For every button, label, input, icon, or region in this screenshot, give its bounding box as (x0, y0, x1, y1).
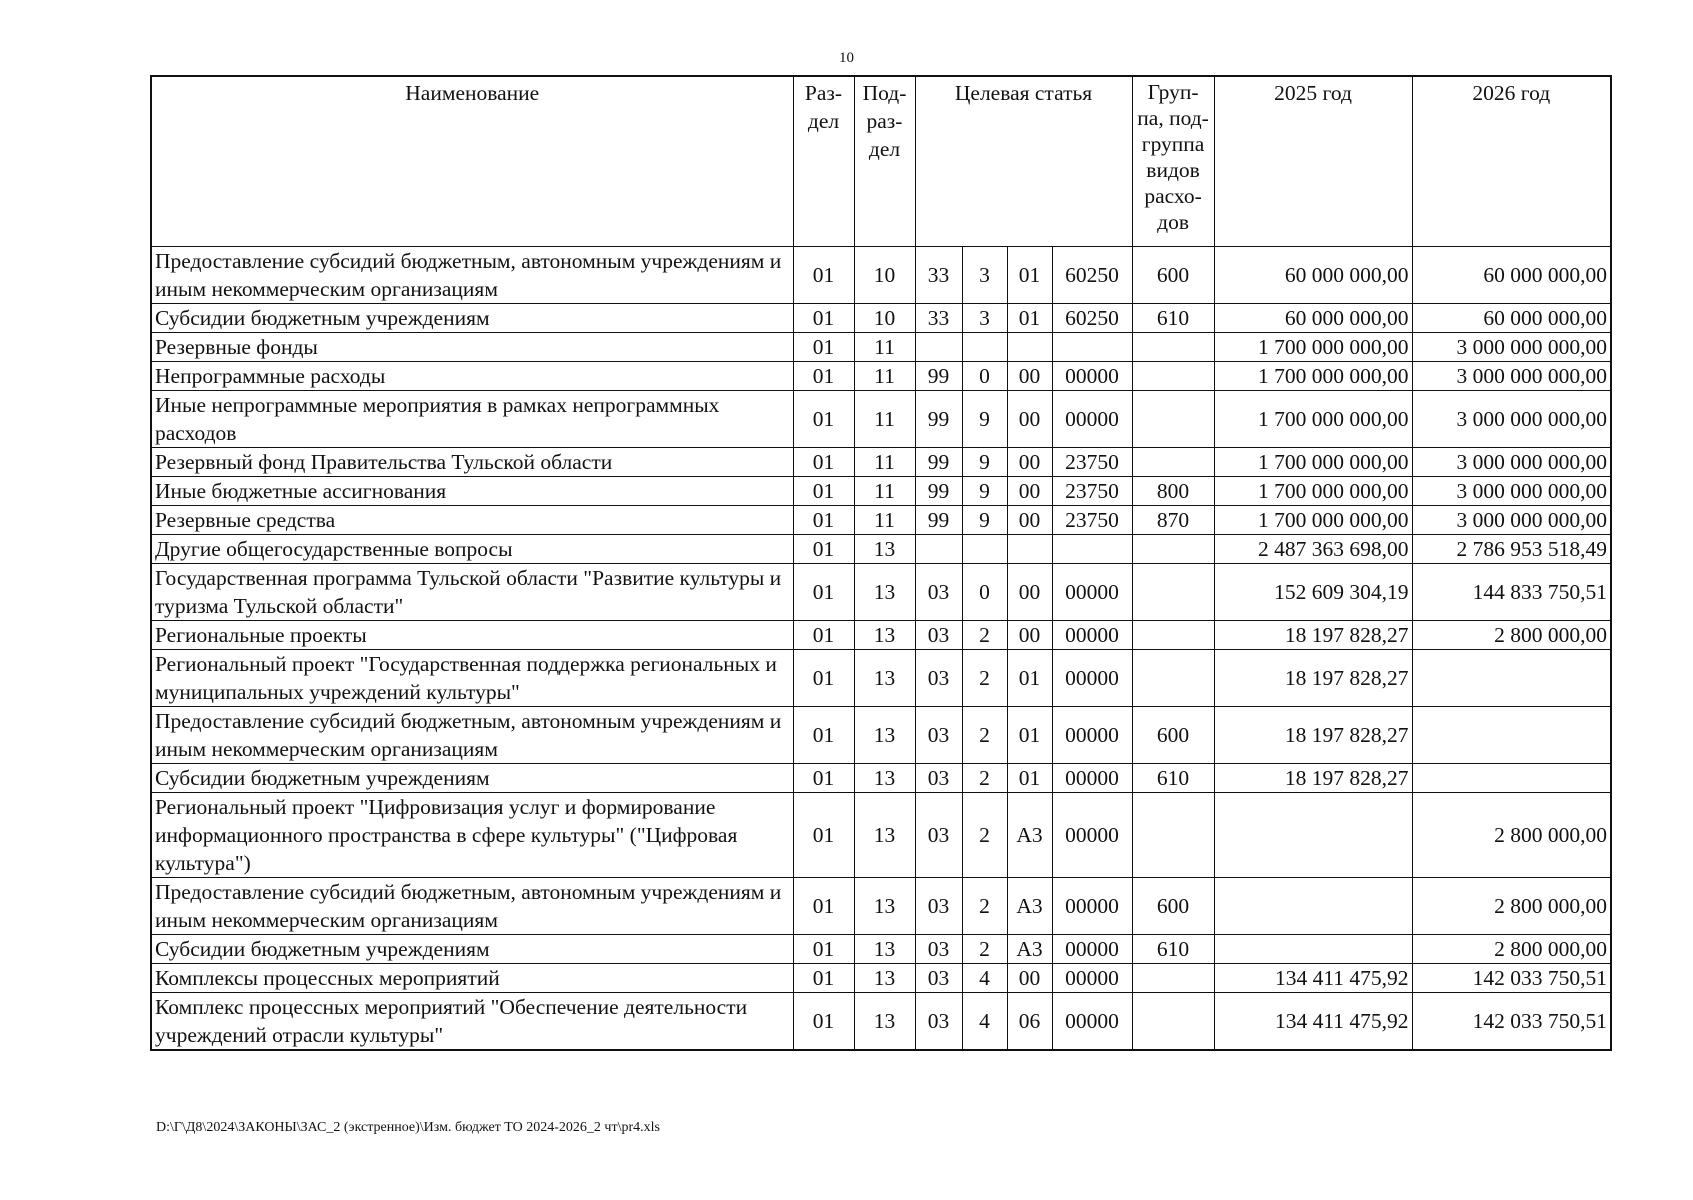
cell-section: 01 (793, 649, 854, 706)
table-row (151, 649, 1611, 706)
cell-amount-2025 (1214, 877, 1412, 934)
cell-target-program: 33 (915, 246, 962, 303)
cell-target-direction: 00000 (1052, 963, 1132, 992)
table-row (151, 361, 1611, 390)
table-row (151, 534, 1611, 563)
cell-target-type: 9 (962, 447, 1007, 476)
cell-expense-group: 610 (1132, 763, 1214, 792)
cell-expense-group (1132, 992, 1214, 1050)
table-row (151, 447, 1611, 476)
cell-target-event: 00 (1007, 505, 1052, 534)
cell-subsection: 13 (854, 877, 915, 934)
cell-amount-2026: 3 000 000 000,00 (1412, 361, 1611, 390)
cell-amount-2025: 1 700 000 000,00 (1214, 390, 1412, 447)
cell-target-type: 0 (962, 563, 1007, 620)
cell-name: Предоставление субсидий бюджетным, автономным учреждениям и иным некоммерческим организациям (151, 877, 793, 934)
cell-name: Резервные средства (151, 505, 793, 534)
cell-expense-group (1132, 620, 1214, 649)
cell-amount-2025: 18 197 828,27 (1214, 620, 1412, 649)
cell-target-direction: 23750 (1052, 476, 1132, 505)
cell-target-direction: 00000 (1052, 390, 1132, 447)
cell-target-event: А3 (1007, 877, 1052, 934)
cell-target-program: 99 (915, 447, 962, 476)
table-row (151, 332, 1611, 361)
cell-target-event (1007, 534, 1052, 563)
cell-target-program: 99 (915, 476, 962, 505)
cell-section: 01 (793, 992, 854, 1050)
cell-target-direction (1052, 332, 1132, 361)
table-row (151, 792, 1611, 877)
cell-target-program: 03 (915, 563, 962, 620)
table-row (151, 476, 1611, 505)
cell-subsection: 11 (854, 476, 915, 505)
cell-target-direction: 23750 (1052, 447, 1132, 476)
cell-name: Иные непрограммные мероприятия в рамках непрограммных расходов (151, 390, 793, 447)
cell-amount-2026: 3 000 000 000,00 (1412, 447, 1611, 476)
cell-expense-group: 800 (1132, 476, 1214, 505)
cell-amount-2026: 3 000 000 000,00 (1412, 476, 1611, 505)
cell-target-direction: 00000 (1052, 763, 1132, 792)
cell-amount-2025 (1214, 792, 1412, 877)
cell-target-event: 01 (1007, 763, 1052, 792)
cell-section: 01 (793, 963, 854, 992)
cell-target-type: 4 (962, 963, 1007, 992)
cell-amount-2026: 2 800 000,00 (1412, 934, 1611, 963)
cell-target-program: 03 (915, 792, 962, 877)
table-row (151, 706, 1611, 763)
cell-name: Резервный фонд Правительства Тульской области (151, 447, 793, 476)
cell-amount-2025: 18 197 828,27 (1214, 763, 1412, 792)
cell-subsection: 10 (854, 246, 915, 303)
cell-target-type (962, 534, 1007, 563)
cell-target-program: 03 (915, 649, 962, 706)
cell-amount-2026: 3 000 000 000,00 (1412, 505, 1611, 534)
table-row (151, 246, 1611, 303)
cell-target-type: 3 (962, 246, 1007, 303)
cell-amount-2025: 152 609 304,19 (1214, 563, 1412, 620)
cell-target-type: 2 (962, 877, 1007, 934)
cell-target-type: 2 (962, 706, 1007, 763)
cell-section: 01 (793, 390, 854, 447)
cell-target-direction: 00000 (1052, 563, 1132, 620)
cell-expense-group (1132, 361, 1214, 390)
table-row (151, 563, 1611, 620)
cell-target-program: 03 (915, 763, 962, 792)
cell-amount-2025: 60 000 000,00 (1214, 246, 1412, 303)
cell-section: 01 (793, 877, 854, 934)
table-row (151, 934, 1611, 963)
cell-name: Резервные фонды (151, 332, 793, 361)
cell-name: Непрограммные расходы (151, 361, 793, 390)
cell-target-type: 9 (962, 505, 1007, 534)
cell-name: Другие общегосударственные вопросы (151, 534, 793, 563)
cell-target-direction: 60250 (1052, 246, 1132, 303)
cell-name: Комплекс процессных мероприятий "Обеспечение деятельности учреждений отрасли культуры" (151, 992, 793, 1050)
cell-target-event: 00 (1007, 476, 1052, 505)
cell-section: 01 (793, 303, 854, 332)
header-section: Раз- дел (793, 76, 854, 246)
cell-expense-group: 870 (1132, 505, 1214, 534)
cell-section: 01 (793, 246, 854, 303)
cell-target-program: 03 (915, 934, 962, 963)
cell-amount-2025 (1214, 934, 1412, 963)
cell-name: Предоставление субсидий бюджетным, автономным учреждениям и иным некоммерческим организациям (151, 706, 793, 763)
cell-target-direction: 00000 (1052, 992, 1132, 1050)
cell-target-direction: 00000 (1052, 649, 1132, 706)
cell-amount-2025: 1 700 000 000,00 (1214, 332, 1412, 361)
cell-subsection: 11 (854, 447, 915, 476)
cell-target-program: 03 (915, 992, 962, 1050)
cell-expense-group (1132, 963, 1214, 992)
table-row (151, 763, 1611, 792)
cell-subsection: 13 (854, 649, 915, 706)
header-year-2025: 2025 год (1214, 76, 1412, 246)
cell-target-program: 03 (915, 877, 962, 934)
cell-target-program: 99 (915, 361, 962, 390)
cell-target-event: 00 (1007, 563, 1052, 620)
cell-target-direction (1052, 534, 1132, 563)
cell-amount-2025: 18 197 828,27 (1214, 706, 1412, 763)
table-header (151, 76, 1611, 246)
cell-subsection: 13 (854, 934, 915, 963)
cell-subsection: 13 (854, 992, 915, 1050)
cell-target-event: 01 (1007, 303, 1052, 332)
cell-target-program: 03 (915, 620, 962, 649)
cell-target-type: 2 (962, 649, 1007, 706)
cell-expense-group (1132, 649, 1214, 706)
cell-target-event: 01 (1007, 706, 1052, 763)
cell-name: Субсидии бюджетным учреждениям (151, 934, 793, 963)
table-body (151, 246, 1611, 1050)
cell-target-direction: 00000 (1052, 706, 1132, 763)
cell-target-event: 01 (1007, 649, 1052, 706)
cell-target-direction: 60250 (1052, 303, 1132, 332)
table-row (151, 620, 1611, 649)
cell-amount-2026: 142 033 750,51 (1412, 963, 1611, 992)
cell-name: Субсидии бюджетным учреждениям (151, 763, 793, 792)
cell-subsection: 13 (854, 620, 915, 649)
cell-subsection: 13 (854, 763, 915, 792)
cell-amount-2025: 1 700 000 000,00 (1214, 476, 1412, 505)
cell-amount-2026: 2 800 000,00 (1412, 877, 1611, 934)
cell-target-program: 99 (915, 505, 962, 534)
cell-expense-group (1132, 332, 1214, 361)
table-row (151, 992, 1611, 1050)
cell-subsection: 10 (854, 303, 915, 332)
cell-target-event: 00 (1007, 447, 1052, 476)
cell-subsection: 11 (854, 390, 915, 447)
cell-name: Государственная программа Тульской области "Развитие культуры и туризма Тульской области" (151, 563, 793, 620)
table-row (151, 390, 1611, 447)
header-expense-group: Груп- па, под- группа видов расхо- дов (1132, 76, 1214, 246)
cell-name: Региональный проект "Цифровизация услуг и формирование информационного пространства в сфере культуры" ("Цифровая культура") (151, 792, 793, 877)
footer-file-path: D:\Г\Д8\2024\ЗАКОНЫ\ЗАС_2 (экстренное)\Изм. бюджет ТО 2024-2026_2 чт\pr4.xls (156, 1120, 660, 1135)
cell-target-event (1007, 332, 1052, 361)
cell-target-event: 00 (1007, 390, 1052, 447)
table-row (151, 505, 1611, 534)
cell-target-event: 00 (1007, 361, 1052, 390)
table-row (151, 303, 1611, 332)
cell-expense-group (1132, 563, 1214, 620)
cell-amount-2025: 60 000 000,00 (1214, 303, 1412, 332)
cell-name: Предоставление субсидий бюджетным, автономным учреждениям и иным некоммерческим организациям (151, 246, 793, 303)
cell-name: Иные бюджетные ассигнования (151, 476, 793, 505)
cell-amount-2026: 60 000 000,00 (1412, 246, 1611, 303)
cell-target-type (962, 332, 1007, 361)
cell-section: 01 (793, 792, 854, 877)
cell-target-direction: 00000 (1052, 620, 1132, 649)
page-number: 10 (839, 50, 854, 66)
header-year-2026: 2026 год (1412, 76, 1611, 246)
cell-subsection: 13 (854, 706, 915, 763)
cell-expense-group: 600 (1132, 706, 1214, 763)
cell-amount-2026: 144 833 750,51 (1412, 563, 1611, 620)
cell-amount-2026: 2 800 000,00 (1412, 792, 1611, 877)
cell-amount-2025: 1 700 000 000,00 (1214, 447, 1412, 476)
cell-target-type: 3 (962, 303, 1007, 332)
cell-section: 01 (793, 563, 854, 620)
cell-subsection: 13 (854, 792, 915, 877)
cell-section: 01 (793, 620, 854, 649)
cell-target-event: 06 (1007, 992, 1052, 1050)
cell-target-event: 00 (1007, 620, 1052, 649)
header-name: Наименование (151, 76, 793, 246)
cell-target-type: 4 (962, 992, 1007, 1050)
cell-section: 01 (793, 706, 854, 763)
cell-section: 01 (793, 447, 854, 476)
cell-target-type: 2 (962, 763, 1007, 792)
cell-target-program (915, 534, 962, 563)
header-subsection: Под- раз- дел (854, 76, 915, 246)
cell-target-type: 9 (962, 476, 1007, 505)
cell-expense-group (1132, 792, 1214, 877)
cell-target-direction: 00000 (1052, 792, 1132, 877)
table-row (151, 963, 1611, 992)
cell-amount-2026 (1412, 763, 1611, 792)
cell-expense-group: 600 (1132, 246, 1214, 303)
cell-target-direction: 00000 (1052, 934, 1132, 963)
cell-amount-2025: 18 197 828,27 (1214, 649, 1412, 706)
cell-section: 01 (793, 361, 854, 390)
cell-target-direction: 00000 (1052, 877, 1132, 934)
table-row (151, 877, 1611, 934)
cell-section: 01 (793, 332, 854, 361)
cell-section: 01 (793, 763, 854, 792)
cell-amount-2025: 134 411 475,92 (1214, 992, 1412, 1050)
cell-target-program (915, 332, 962, 361)
cell-target-event: А3 (1007, 792, 1052, 877)
cell-expense-group: 610 (1132, 303, 1214, 332)
cell-target-type: 2 (962, 620, 1007, 649)
cell-amount-2025: 1 700 000 000,00 (1214, 505, 1412, 534)
cell-target-event: А3 (1007, 934, 1052, 963)
cell-amount-2026: 60 000 000,00 (1412, 303, 1611, 332)
cell-target-type: 2 (962, 792, 1007, 877)
cell-amount-2026 (1412, 649, 1611, 706)
cell-amount-2026 (1412, 706, 1611, 763)
cell-section: 01 (793, 505, 854, 534)
cell-amount-2026: 2 800 000,00 (1412, 620, 1611, 649)
cell-target-type: 0 (962, 361, 1007, 390)
cell-name: Комплексы процессных мероприятий (151, 963, 793, 992)
cell-subsection: 13 (854, 534, 915, 563)
cell-amount-2026: 2 786 953 518,49 (1412, 534, 1611, 563)
cell-target-program: 03 (915, 706, 962, 763)
cell-name: Региональные проекты (151, 620, 793, 649)
cell-amount-2026: 3 000 000 000,00 (1412, 390, 1611, 447)
cell-target-direction: 23750 (1052, 505, 1132, 534)
cell-target-direction: 00000 (1052, 361, 1132, 390)
cell-target-program: 99 (915, 390, 962, 447)
cell-section: 01 (793, 534, 854, 563)
cell-subsection: 11 (854, 332, 915, 361)
cell-subsection: 13 (854, 963, 915, 992)
cell-target-program: 03 (915, 963, 962, 992)
cell-subsection: 13 (854, 563, 915, 620)
cell-subsection: 11 (854, 505, 915, 534)
cell-amount-2025: 1 700 000 000,00 (1214, 361, 1412, 390)
cell-subsection: 11 (854, 361, 915, 390)
cell-amount-2025: 134 411 475,92 (1214, 963, 1412, 992)
cell-expense-group (1132, 447, 1214, 476)
cell-target-program: 33 (915, 303, 962, 332)
cell-expense-group (1132, 534, 1214, 563)
cell-name: Субсидии бюджетным учреждениям (151, 303, 793, 332)
cell-name: Региональный проект "Государственная поддержка региональных и муниципальных учреждений культуры" (151, 649, 793, 706)
cell-target-event: 00 (1007, 963, 1052, 992)
cell-section: 01 (793, 934, 854, 963)
cell-target-type: 9 (962, 390, 1007, 447)
cell-section: 01 (793, 476, 854, 505)
cell-expense-group: 610 (1132, 934, 1214, 963)
cell-amount-2026: 3 000 000 000,00 (1412, 332, 1611, 361)
cell-amount-2025: 2 487 363 698,00 (1214, 534, 1412, 563)
cell-expense-group (1132, 390, 1214, 447)
header-target-article: Целевая статья (915, 76, 1132, 246)
budget-table (150, 75, 1612, 1051)
cell-target-event: 01 (1007, 246, 1052, 303)
cell-target-type: 2 (962, 934, 1007, 963)
cell-expense-group: 600 (1132, 877, 1214, 934)
cell-amount-2026: 142 033 750,51 (1412, 992, 1611, 1050)
